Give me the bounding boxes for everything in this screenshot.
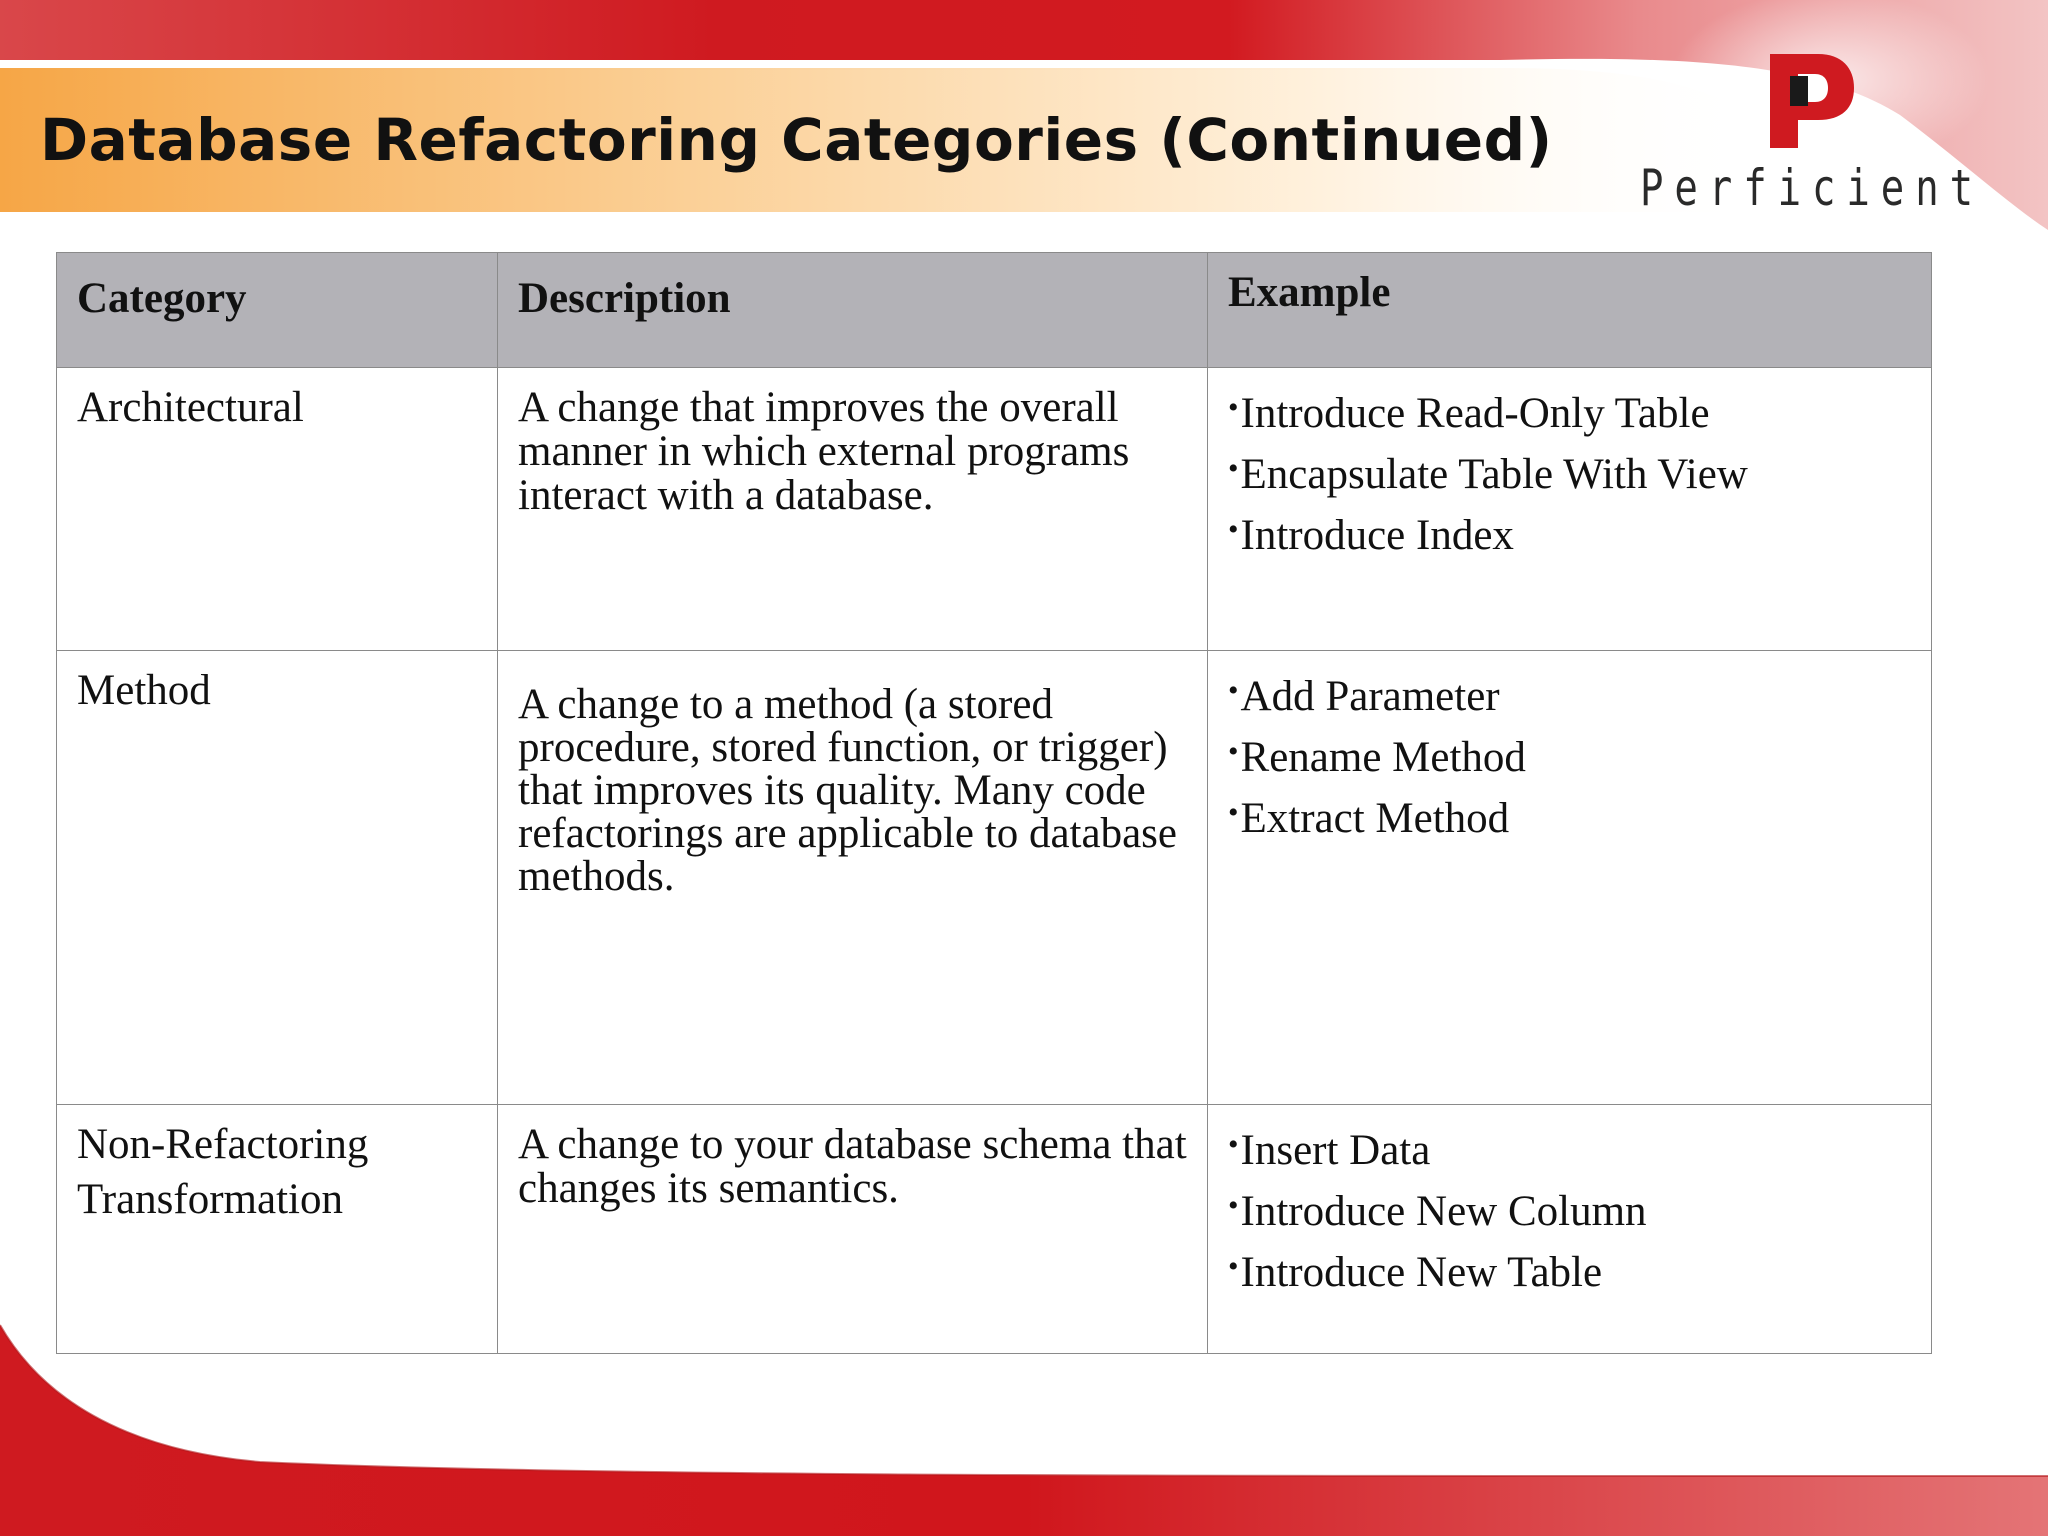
table-header-row xyxy=(57,253,1932,368)
perficient-logo xyxy=(1630,40,1985,230)
example-item: •Encapsulate Table With View xyxy=(1228,451,1748,498)
category-cell xyxy=(57,368,498,651)
header-description: Description xyxy=(498,253,1208,368)
example-item: •Introduce Index xyxy=(1228,512,1514,559)
table-row xyxy=(57,368,1932,651)
description-text: A change to a method (a stored procedure, stored function, or trigger) that improves its quality. Many code refactorings are applicable to database methods. xyxy=(518,681,1177,900)
example-cell xyxy=(1208,368,1932,651)
category-name: Non-Refactoring xyxy=(77,1121,369,1168)
category-name: Architectural xyxy=(77,384,304,431)
example-cell xyxy=(1208,651,1932,1105)
header-example: Example xyxy=(1208,253,1932,368)
example-item: •Extract Method xyxy=(1228,795,1510,842)
example-cell xyxy=(1208,1105,1932,1354)
refactoring-categories-table xyxy=(56,252,1932,1354)
category-cell xyxy=(57,1105,498,1354)
header-category: Category xyxy=(57,253,498,368)
perficient-p-icon xyxy=(1760,48,1860,158)
description-cell: A change to your database schema that changes its semantics. xyxy=(498,1105,1208,1354)
description-cell xyxy=(498,651,1208,1105)
perficient-wordmark: Perficient xyxy=(1640,159,1985,217)
page-title: Database Refactoring Categories (Continued) xyxy=(40,106,1553,174)
description-cell: A change that improves the overall manner in which external programs interact with a database. xyxy=(498,368,1208,651)
example-item: •Rename Method xyxy=(1228,734,1526,781)
example-item: •Add Parameter xyxy=(1228,673,1500,720)
example-item: •Introduce New Table xyxy=(1228,1249,1603,1296)
example-item: •Introduce Read-Only Table xyxy=(1228,390,1710,437)
category-name: Transformation xyxy=(77,1176,343,1223)
category-name: Method xyxy=(77,667,211,714)
example-item: •Insert Data xyxy=(1228,1127,1431,1174)
category-cell xyxy=(57,651,498,1105)
table-row xyxy=(57,651,1932,1105)
table-row xyxy=(57,1105,1932,1354)
example-item: •Introduce New Column xyxy=(1228,1188,1647,1235)
